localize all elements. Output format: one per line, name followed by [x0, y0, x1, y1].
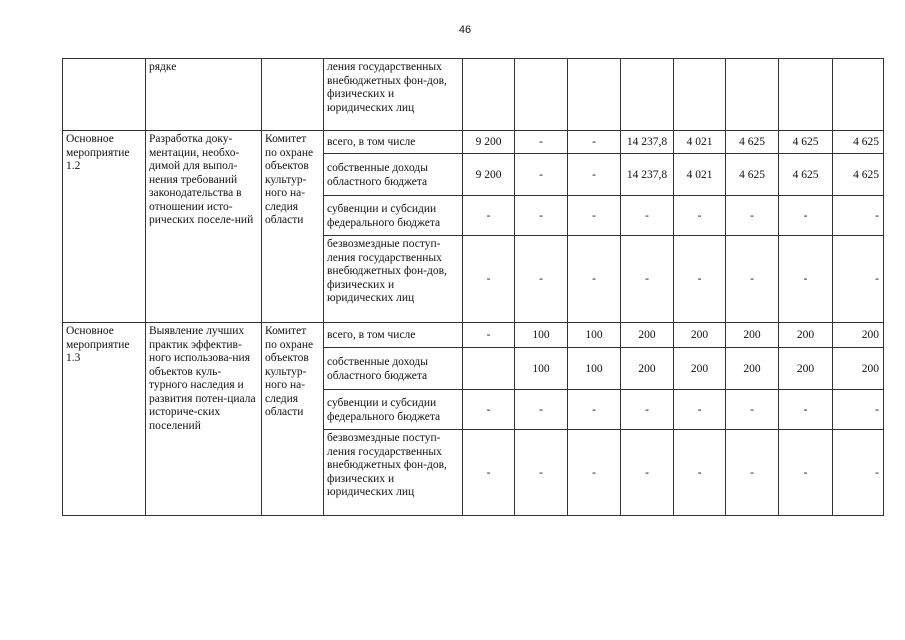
- value-cell: -: [515, 196, 568, 236]
- value-cell: -: [621, 430, 674, 516]
- value-cell: -: [515, 236, 568, 323]
- value-cell: 200: [779, 323, 833, 348]
- value-cell: -: [779, 390, 833, 430]
- value-cell: -: [463, 430, 515, 516]
- value-cell: 200: [674, 348, 726, 390]
- description-cell: Выявление лучших практик эффектив-ного использова-ния объектов куль-турного наследия и развития потен-циала историче-ских поселений: [146, 323, 262, 516]
- source-cell: всего, в том числе: [324, 131, 463, 154]
- value-cell: 100: [515, 323, 568, 348]
- source-cell: всего, в том числе: [324, 323, 463, 348]
- value-cell: 200: [833, 348, 884, 390]
- source-cell: собственные доходы областного бюджета: [324, 348, 463, 390]
- value-cell: 200: [726, 348, 779, 390]
- table-row: [63, 323, 884, 348]
- executor-cell: [262, 59, 324, 131]
- value-cell: -: [463, 196, 515, 236]
- value-cell: 200: [621, 348, 674, 390]
- value-cell: -: [621, 390, 674, 430]
- value-cell: [515, 59, 568, 131]
- source-cell: безвозмездные поступ-ления государственных внебюджетных фон-дов, физических и юридических лиц: [324, 430, 463, 516]
- value-cell: 14 237,8: [621, 131, 674, 154]
- value-cell: -: [833, 430, 884, 516]
- page-number: 46: [458, 24, 472, 36]
- value-cell: -: [515, 154, 568, 196]
- table-row: [63, 59, 884, 131]
- value-cell: -: [463, 323, 515, 348]
- value-cell: -: [463, 390, 515, 430]
- value-cell: -: [726, 196, 779, 236]
- value-cell: -: [833, 196, 884, 236]
- executor-cell: Комитет по охране объектов культур-ного на-следия области: [262, 323, 324, 516]
- table-row: [63, 131, 884, 154]
- value-cell: [463, 348, 515, 390]
- value-cell: [621, 59, 674, 131]
- value-cell: -: [779, 236, 833, 323]
- value-cell: 4 625: [779, 131, 833, 154]
- value-cell: [779, 59, 833, 131]
- measure-name-cell: Основное мероприятие 1.3: [63, 323, 146, 516]
- value-cell: 14 237,8: [621, 154, 674, 196]
- value-cell: 200: [726, 323, 779, 348]
- value-cell: -: [515, 430, 568, 516]
- value-cell: -: [726, 430, 779, 516]
- value-cell: -: [674, 390, 726, 430]
- value-cell: 100: [568, 323, 621, 348]
- value-cell: 4 625: [833, 154, 884, 196]
- value-cell: [726, 59, 779, 131]
- source-cell: субвенции и субсидии федерального бюджета: [324, 196, 463, 236]
- event-cell: [63, 59, 146, 131]
- description-cell: Разработка доку-ментации, необхо-димой для выпол-нения требований законодательства в отношении исто-рических поселе-ний: [146, 131, 262, 323]
- value-cell: -: [833, 236, 884, 323]
- value-cell: -: [674, 430, 726, 516]
- value-cell: 4 021: [674, 131, 726, 154]
- value-cell: -: [779, 430, 833, 516]
- value-cell: -: [568, 196, 621, 236]
- value-cell: [463, 59, 515, 131]
- value-cell: -: [674, 196, 726, 236]
- source-cell: ления государственных внебюджетных фон-дов, физических и юридических лиц: [324, 59, 463, 131]
- value-cell: -: [463, 236, 515, 323]
- value-cell: 4 625: [726, 154, 779, 196]
- value-cell: 200: [833, 323, 884, 348]
- value-cell: -: [568, 131, 621, 154]
- value-cell: 200: [621, 323, 674, 348]
- value-cell: -: [515, 390, 568, 430]
- value-cell: 9 200: [463, 154, 515, 196]
- value-cell: -: [568, 236, 621, 323]
- value-cell: 100: [515, 348, 568, 390]
- value-cell: -: [568, 154, 621, 196]
- value-cell: -: [779, 196, 833, 236]
- value-cell: -: [621, 236, 674, 323]
- description-cell: рядке: [146, 59, 262, 131]
- value-cell: -: [568, 390, 621, 430]
- value-cell: -: [568, 430, 621, 516]
- value-cell: 4 021: [674, 154, 726, 196]
- source-cell: безвозмездные поступ-ления государственных внебюджетных фон-дов, физических и юридических лиц: [324, 236, 463, 323]
- value-cell: [674, 59, 726, 131]
- value-cell: 200: [674, 323, 726, 348]
- executor-cell: Комитет по охране объектов культур-ного на-следия области: [262, 131, 324, 323]
- value-cell: -: [621, 196, 674, 236]
- value-cell: -: [833, 390, 884, 430]
- value-cell: -: [674, 236, 726, 323]
- value-cell: 100: [568, 348, 621, 390]
- value-cell: 9 200: [463, 131, 515, 154]
- value-cell: -: [726, 390, 779, 430]
- value-cell: 200: [779, 348, 833, 390]
- value-cell: 4 625: [833, 131, 884, 154]
- value-cell: 4 625: [726, 131, 779, 154]
- value-cell: -: [515, 131, 568, 154]
- measure-name-cell: Основное мероприятие 1.2: [63, 131, 146, 323]
- budget-table: [62, 58, 884, 516]
- value-cell: [833, 59, 884, 131]
- source-cell: субвенции и субсидии федерального бюджета: [324, 390, 463, 430]
- value-cell: [568, 59, 621, 131]
- value-cell: 4 625: [779, 154, 833, 196]
- source-cell: собственные доходы областного бюджета: [324, 154, 463, 196]
- value-cell: -: [726, 236, 779, 323]
